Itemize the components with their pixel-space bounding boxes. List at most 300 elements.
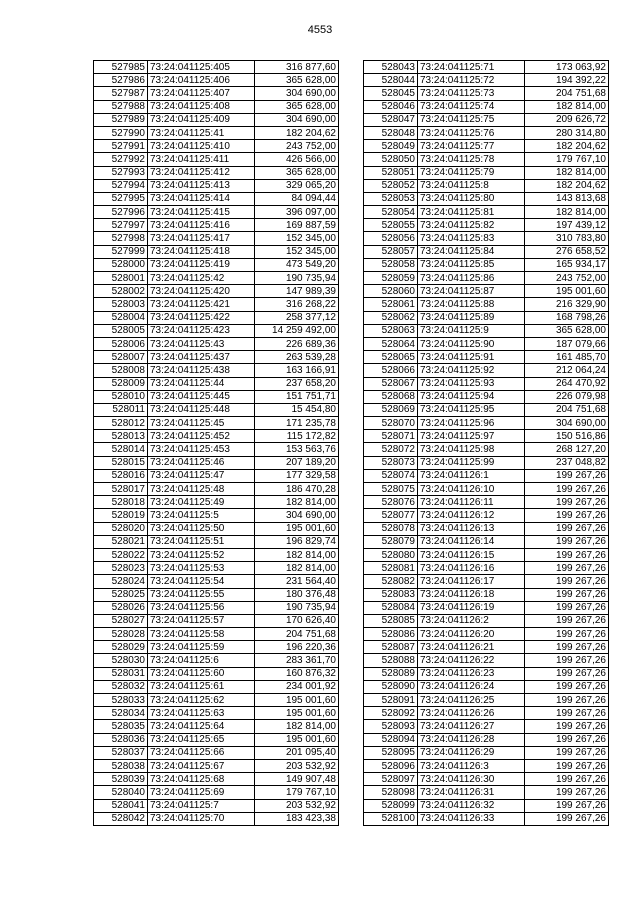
- cadastral-value-cell: 199 267,26: [525, 483, 609, 496]
- cadastral-value-cell: 152 345,00: [255, 245, 339, 258]
- table-row: [94, 179, 339, 192]
- cadastral-number-cell: 73:24:041125:70: [148, 812, 255, 825]
- table-row: [364, 773, 609, 786]
- cadastral-value-cell: 196 220,36: [255, 641, 339, 654]
- table-row: [364, 311, 609, 324]
- table-row: [364, 601, 609, 614]
- cadastral-number-cell: 73:24:041125:61: [148, 680, 255, 693]
- cadastral-value-cell: 304 690,00: [525, 417, 609, 430]
- table-row: [364, 799, 609, 812]
- record-number-cell: 528095: [364, 746, 418, 759]
- cadastral-value-cell: 204 751,68: [525, 87, 609, 100]
- cadastral-number-cell: 73:24:041125:98: [418, 443, 525, 456]
- cadastral-number-cell: 73:24:041125:423: [148, 324, 255, 337]
- cadastral-number-cell: 73:24:041125:7: [148, 799, 255, 812]
- cadastral-number-cell: 73:24:041125:93: [418, 377, 525, 390]
- table-row: [364, 298, 609, 311]
- cadastral-number-cell: 73:24:041125:50: [148, 522, 255, 535]
- cadastral-value-cell: 226 079,98: [525, 390, 609, 403]
- cadastral-value-cell: 149 907,48: [255, 773, 339, 786]
- table-row: [364, 746, 609, 759]
- cadastral-value-cell: 182 204,62: [525, 179, 609, 192]
- cadastral-number-cell: 73:24:041125:59: [148, 641, 255, 654]
- cadastral-number-cell: 73:24:041125:65: [148, 733, 255, 746]
- cadastral-value-cell: 182 814,00: [525, 166, 609, 179]
- cadastral-value-cell: 329 065,20: [255, 179, 339, 192]
- record-number-cell: 528091: [364, 694, 418, 707]
- record-number-cell: 527991: [94, 140, 148, 153]
- record-number-cell: 528074: [364, 469, 418, 482]
- table-row: [94, 126, 339, 139]
- record-number-cell: 528079: [364, 535, 418, 548]
- record-number-cell: 528093: [364, 720, 418, 733]
- table-row: [364, 786, 609, 799]
- record-number-cell: 528039: [94, 773, 148, 786]
- cadastral-number-cell: 73:24:041125:62: [148, 694, 255, 707]
- cadastral-value-cell: 14 259 492,00: [255, 324, 339, 337]
- cadastral-value-cell: 365 628,00: [525, 324, 609, 337]
- cadastral-value-cell: 177 329,58: [255, 469, 339, 482]
- table-row: [94, 113, 339, 126]
- table-row: [94, 667, 339, 680]
- table-row: [364, 733, 609, 746]
- cadastral-value-cell: 199 267,26: [525, 773, 609, 786]
- cadastral-value-cell: 196 829,74: [255, 535, 339, 548]
- cadastral-number-cell: 73:24:041125:99: [418, 456, 525, 469]
- cadastral-value-cell: 280 314,80: [525, 126, 609, 139]
- record-number-cell: 528077: [364, 509, 418, 522]
- record-number-cell: 528064: [364, 337, 418, 350]
- cadastral-number-cell: 73:24:041125:63: [148, 707, 255, 720]
- cadastral-number-cell: 73:24:041125:47: [148, 469, 255, 482]
- record-number-cell: 528030: [94, 654, 148, 667]
- record-number-cell: 528045: [364, 87, 418, 100]
- cadastral-value-cell: 143 813,68: [525, 192, 609, 205]
- cadastral-number-cell: 73:24:041125:407: [148, 87, 255, 100]
- cadastral-number-cell: 73:24:041125:82: [418, 219, 525, 232]
- record-number-cell: 527998: [94, 232, 148, 245]
- record-number-cell: 527996: [94, 206, 148, 219]
- record-number-cell: 527986: [94, 74, 148, 87]
- cadastral-value-cell: 473 549,20: [255, 258, 339, 271]
- table-row: [94, 733, 339, 746]
- cadastral-number-cell: 73:24:041125:72: [418, 74, 525, 87]
- cadastral-value-cell: 186 470,28: [255, 483, 339, 496]
- cadastral-number-cell: 73:24:041125:79: [418, 166, 525, 179]
- cadastral-number-cell: 73:24:041125:46: [148, 456, 255, 469]
- cadastral-value-cell: 316 877,60: [255, 61, 339, 74]
- table-row: [364, 61, 609, 74]
- cadastral-number-cell: 73:24:041125:67: [148, 759, 255, 772]
- cadastral-number-cell: 73:24:041125:54: [148, 575, 255, 588]
- cadastral-number-cell: 73:24:041125:86: [418, 272, 525, 285]
- table-row: [364, 364, 609, 377]
- record-number-cell: 527997: [94, 219, 148, 232]
- cadastral-value-cell: 199 267,26: [525, 654, 609, 667]
- table-row: [94, 509, 339, 522]
- record-number-cell: 528086: [364, 628, 418, 641]
- cadastral-value-cell: 316 268,22: [255, 298, 339, 311]
- cadastral-number-cell: 73:24:041125:419: [148, 258, 255, 271]
- cadastral-value-cell: 179 767,10: [525, 153, 609, 166]
- cadastral-value-cell: 426 566,00: [255, 153, 339, 166]
- cadastral-value-cell: 182 814,00: [255, 548, 339, 561]
- table-row: [94, 773, 339, 786]
- cadastral-value-cell: 199 267,26: [525, 469, 609, 482]
- cadastral-value-cell: 304 690,00: [255, 509, 339, 522]
- table-row: [94, 799, 339, 812]
- record-number-cell: 528040: [94, 786, 148, 799]
- table-row: [364, 166, 609, 179]
- cadastral-number-cell: 73:24:041126:19: [418, 601, 525, 614]
- table-row: [94, 707, 339, 720]
- table-row: [364, 575, 609, 588]
- cadastral-value-cell: 237 658,20: [255, 377, 339, 390]
- cadastral-number-cell: 73:24:041125:8: [418, 179, 525, 192]
- table-row: [94, 166, 339, 179]
- table-row: [364, 588, 609, 601]
- record-number-cell: 527990: [94, 126, 148, 139]
- cadastral-value-cell: 195 001,60: [255, 733, 339, 746]
- table-row: [94, 694, 339, 707]
- record-number-cell: 528004: [94, 311, 148, 324]
- cadastral-value-cell: 203 532,92: [255, 759, 339, 772]
- record-number-cell: 528072: [364, 443, 418, 456]
- record-number-cell: 528046: [364, 100, 418, 113]
- cadastral-value-cell: 199 267,26: [525, 601, 609, 614]
- record-number-cell: 528034: [94, 707, 148, 720]
- table-row: [364, 628, 609, 641]
- record-number-cell: 528037: [94, 746, 148, 759]
- record-number-cell: 528015: [94, 456, 148, 469]
- cadastral-number-cell: 73:24:041125:41: [148, 126, 255, 139]
- cadastral-value-cell: 194 392,22: [525, 74, 609, 87]
- cadastral-number-cell: 73:24:041125:56: [148, 601, 255, 614]
- cadastral-number-cell: 73:24:041125:88: [418, 298, 525, 311]
- cadastral-number-cell: 73:24:041126:16: [418, 562, 525, 575]
- cadastral-number-cell: 73:24:041125:9: [418, 324, 525, 337]
- record-number-cell: 528097: [364, 773, 418, 786]
- cadastral-value-cell: 170 626,40: [255, 614, 339, 627]
- record-number-cell: 528070: [364, 417, 418, 430]
- cadastral-number-cell: 73:24:041125:410: [148, 140, 255, 153]
- right-register-table: [363, 60, 609, 826]
- cadastral-value-cell: 182 814,00: [525, 100, 609, 113]
- cadastral-number-cell: 73:24:041126:30: [418, 773, 525, 786]
- cadastral-value-cell: 199 267,26: [525, 812, 609, 825]
- record-number-cell: 528025: [94, 588, 148, 601]
- record-number-cell: 528005: [94, 324, 148, 337]
- table-row: [94, 311, 339, 324]
- record-number-cell: 528008: [94, 364, 148, 377]
- cadastral-value-cell: 199 267,26: [525, 786, 609, 799]
- cadastral-value-cell: 237 048,82: [525, 456, 609, 469]
- table-row: [364, 720, 609, 733]
- cadastral-value-cell: 151 751,71: [255, 390, 339, 403]
- table-row: [94, 100, 339, 113]
- cadastral-value-cell: 365 628,00: [255, 166, 339, 179]
- record-number-cell: 528016: [94, 469, 148, 482]
- cadastral-number-cell: 73:24:041125:92: [418, 364, 525, 377]
- cadastral-value-cell: 263 539,28: [255, 351, 339, 364]
- cadastral-number-cell: 73:24:041125:42: [148, 272, 255, 285]
- record-number-cell: 528100: [364, 812, 418, 825]
- cadastral-value-cell: 199 267,26: [525, 496, 609, 509]
- record-number-cell: 528099: [364, 799, 418, 812]
- table-row: [94, 377, 339, 390]
- cadastral-number-cell: 73:24:041125:83: [418, 232, 525, 245]
- cadastral-number-cell: 73:24:041125:68: [148, 773, 255, 786]
- cadastral-number-cell: 73:24:041126:22: [418, 654, 525, 667]
- cadastral-value-cell: 84 094,44: [255, 192, 339, 205]
- table-row: [94, 403, 339, 416]
- cadastral-number-cell: 73:24:041125:420: [148, 285, 255, 298]
- cadastral-number-cell: 73:24:041125:97: [418, 430, 525, 443]
- table-row: [364, 113, 609, 126]
- left-register-table: [93, 60, 339, 826]
- cadastral-value-cell: 212 064,24: [525, 364, 609, 377]
- cadastral-number-cell: 73:24:041126:28: [418, 733, 525, 746]
- record-number-cell: 528044: [364, 74, 418, 87]
- table-row: [364, 496, 609, 509]
- cadastral-value-cell: 182 814,00: [255, 496, 339, 509]
- cadastral-number-cell: 73:24:041126:27: [418, 720, 525, 733]
- table-row: [94, 614, 339, 627]
- record-number-cell: 528058: [364, 258, 418, 271]
- cadastral-number-cell: 73:24:041126:24: [418, 680, 525, 693]
- record-number-cell: 528057: [364, 245, 418, 258]
- table-row: [364, 179, 609, 192]
- cadastral-number-cell: 73:24:041126:23: [418, 667, 525, 680]
- cadastral-number-cell: 73:24:041125:81: [418, 206, 525, 219]
- table-row: [364, 759, 609, 772]
- table-row: [94, 285, 339, 298]
- record-number-cell: 527995: [94, 192, 148, 205]
- table-row: [94, 759, 339, 772]
- record-number-cell: 528033: [94, 694, 148, 707]
- cadastral-value-cell: 182 814,00: [255, 562, 339, 575]
- table-row: [94, 469, 339, 482]
- cadastral-number-cell: 73:24:041125:48: [148, 483, 255, 496]
- cadastral-number-cell: 73:24:041125:445: [148, 390, 255, 403]
- cadastral-number-cell: 73:24:041125:84: [418, 245, 525, 258]
- record-number-cell: 528060: [364, 285, 418, 298]
- right-table-body: [364, 61, 609, 826]
- cadastral-number-cell: 73:24:041125:95: [418, 403, 525, 416]
- record-number-cell: 528075: [364, 483, 418, 496]
- table-row: [364, 285, 609, 298]
- record-number-cell: 528049: [364, 140, 418, 153]
- cadastral-number-cell: 73:24:041126:20: [418, 628, 525, 641]
- cadastral-number-cell: 73:24:041126:13: [418, 522, 525, 535]
- cadastral-number-cell: 73:24:041125:96: [418, 417, 525, 430]
- cadastral-number-cell: 73:24:041125:69: [148, 786, 255, 799]
- cadastral-number-cell: 73:24:041125:453: [148, 443, 255, 456]
- cadastral-number-cell: 73:24:041125:90: [418, 337, 525, 350]
- cadastral-number-cell: 73:24:041126:3: [418, 759, 525, 772]
- cadastral-value-cell: 180 376,48: [255, 588, 339, 601]
- record-number-cell: 528071: [364, 430, 418, 443]
- cadastral-number-cell: 73:24:041126:17: [418, 575, 525, 588]
- cadastral-number-cell: 73:24:041125:55: [148, 588, 255, 601]
- record-number-cell: 528078: [364, 522, 418, 535]
- record-number-cell: 528019: [94, 509, 148, 522]
- cadastral-number-cell: 73:24:041125:89: [418, 311, 525, 324]
- table-row: [94, 390, 339, 403]
- cadastral-value-cell: 199 267,26: [525, 759, 609, 772]
- cadastral-number-cell: 73:24:041126:2: [418, 614, 525, 627]
- cadastral-value-cell: 199 267,26: [525, 548, 609, 561]
- record-number-cell: 528006: [94, 337, 148, 350]
- record-number-cell: 528090: [364, 680, 418, 693]
- record-number-cell: 528038: [94, 759, 148, 772]
- record-number-cell: 528017: [94, 483, 148, 496]
- record-number-cell: 528052: [364, 179, 418, 192]
- record-number-cell: 528088: [364, 654, 418, 667]
- cadastral-value-cell: 15 454,80: [255, 403, 339, 416]
- cadastral-number-cell: 73:24:041125:422: [148, 311, 255, 324]
- cadastral-number-cell: 73:24:041125:73: [418, 87, 525, 100]
- cadastral-value-cell: 199 267,26: [525, 562, 609, 575]
- table-row: [364, 522, 609, 535]
- record-number-cell: 528013: [94, 430, 148, 443]
- cadastral-value-cell: 183 423,38: [255, 812, 339, 825]
- cadastral-number-cell: 73:24:041125:52: [148, 548, 255, 561]
- table-row: [94, 601, 339, 614]
- record-number-cell: 528085: [364, 614, 418, 627]
- record-number-cell: 528073: [364, 456, 418, 469]
- cadastral-value-cell: 199 267,26: [525, 799, 609, 812]
- record-number-cell: 528007: [94, 351, 148, 364]
- cadastral-number-cell: 73:24:041126:31: [418, 786, 525, 799]
- cadastral-number-cell: 73:24:041125:416: [148, 219, 255, 232]
- record-number-cell: 528027: [94, 614, 148, 627]
- table-row: [94, 548, 339, 561]
- record-number-cell: 528031: [94, 667, 148, 680]
- table-row: [94, 786, 339, 799]
- table-row: [94, 456, 339, 469]
- cadastral-number-cell: 73:24:041125:78: [418, 153, 525, 166]
- record-number-cell: 528066: [364, 364, 418, 377]
- cadastral-number-cell: 73:24:041125:452: [148, 430, 255, 443]
- record-number-cell: 528014: [94, 443, 148, 456]
- record-number-cell: 528094: [364, 733, 418, 746]
- cadastral-number-cell: 73:24:041125:85: [418, 258, 525, 271]
- record-number-cell: 528063: [364, 324, 418, 337]
- table-row: [364, 324, 609, 337]
- record-number-cell: 528018: [94, 496, 148, 509]
- table-row: [364, 192, 609, 205]
- cadastral-number-cell: 73:24:041125:60: [148, 667, 255, 680]
- cadastral-number-cell: 73:24:041126:11: [418, 496, 525, 509]
- cadastral-value-cell: 153 563,76: [255, 443, 339, 456]
- cadastral-value-cell: 199 267,26: [525, 733, 609, 746]
- cadastral-value-cell: 199 267,26: [525, 522, 609, 535]
- cadastral-value-cell: 268 127,20: [525, 443, 609, 456]
- record-number-cell: 528000: [94, 258, 148, 271]
- record-number-cell: 528067: [364, 377, 418, 390]
- table-row: [364, 548, 609, 561]
- cadastral-number-cell: 73:24:041125:438: [148, 364, 255, 377]
- cadastral-number-cell: 73:24:041125:418: [148, 245, 255, 258]
- record-number-cell: 528032: [94, 680, 148, 693]
- table-row: [364, 469, 609, 482]
- cadastral-value-cell: 204 751,68: [255, 628, 339, 641]
- table-row: [364, 219, 609, 232]
- cadastral-number-cell: 73:24:041125:76: [418, 126, 525, 139]
- cadastral-number-cell: 73:24:041126:33: [418, 812, 525, 825]
- record-number-cell: 528062: [364, 311, 418, 324]
- cadastral-value-cell: 168 798,26: [525, 311, 609, 324]
- table-row: [94, 535, 339, 548]
- table-row: [94, 746, 339, 759]
- cadastral-value-cell: 199 267,26: [525, 509, 609, 522]
- table-row: [94, 219, 339, 232]
- cadastral-value-cell: 199 267,26: [525, 680, 609, 693]
- cadastral-number-cell: 73:24:041125:94: [418, 390, 525, 403]
- cadastral-value-cell: 365 628,00: [255, 100, 339, 113]
- table-row: [94, 258, 339, 271]
- table-row: [364, 87, 609, 100]
- record-number-cell: 528002: [94, 285, 148, 298]
- cadastral-number-cell: 73:24:041125:414: [148, 192, 255, 205]
- cadastral-number-cell: 73:24:041125:421: [148, 298, 255, 311]
- table-row: [364, 641, 609, 654]
- cadastral-number-cell: 73:24:041125:44: [148, 377, 255, 390]
- cadastral-value-cell: 276 658,52: [525, 245, 609, 258]
- table-row: [94, 720, 339, 733]
- cadastral-value-cell: 199 267,26: [525, 628, 609, 641]
- cadastral-value-cell: 195 001,60: [525, 285, 609, 298]
- record-number-cell: 528035: [94, 720, 148, 733]
- table-row: [364, 680, 609, 693]
- record-number-cell: 528021: [94, 535, 148, 548]
- table-row: [94, 140, 339, 153]
- cadastral-value-cell: 201 095,40: [255, 746, 339, 759]
- table-row: [94, 483, 339, 496]
- table-row: [364, 100, 609, 113]
- record-number-cell: 528003: [94, 298, 148, 311]
- table-row: [94, 430, 339, 443]
- cadastral-value-cell: 182 814,00: [525, 206, 609, 219]
- cadastral-value-cell: 226 689,36: [255, 337, 339, 350]
- record-number-cell: 528051: [364, 166, 418, 179]
- cadastral-value-cell: 182 204,62: [525, 140, 609, 153]
- record-number-cell: 527993: [94, 166, 148, 179]
- table-row: [364, 417, 609, 430]
- cadastral-value-cell: 182 204,62: [255, 126, 339, 139]
- record-number-cell: 528076: [364, 496, 418, 509]
- cadastral-value-cell: 150 516,86: [525, 430, 609, 443]
- cadastral-number-cell: 73:24:041125:91: [418, 351, 525, 364]
- cadastral-value-cell: 160 876,32: [255, 667, 339, 680]
- cadastral-number-cell: 73:24:041126:21: [418, 641, 525, 654]
- cadastral-value-cell: 264 470,92: [525, 377, 609, 390]
- record-number-cell: 527994: [94, 179, 148, 192]
- cadastral-value-cell: 169 887,59: [255, 219, 339, 232]
- table-row: [364, 562, 609, 575]
- table-row: [364, 654, 609, 667]
- table-row: [364, 153, 609, 166]
- cadastral-number-cell: 73:24:041125:417: [148, 232, 255, 245]
- table-row: [364, 390, 609, 403]
- cadastral-value-cell: 199 267,26: [525, 707, 609, 720]
- table-row: [364, 483, 609, 496]
- cadastral-value-cell: 199 267,26: [525, 614, 609, 627]
- table-row: [94, 654, 339, 667]
- cadastral-value-cell: 283 361,70: [255, 654, 339, 667]
- cadastral-number-cell: 73:24:041126:10: [418, 483, 525, 496]
